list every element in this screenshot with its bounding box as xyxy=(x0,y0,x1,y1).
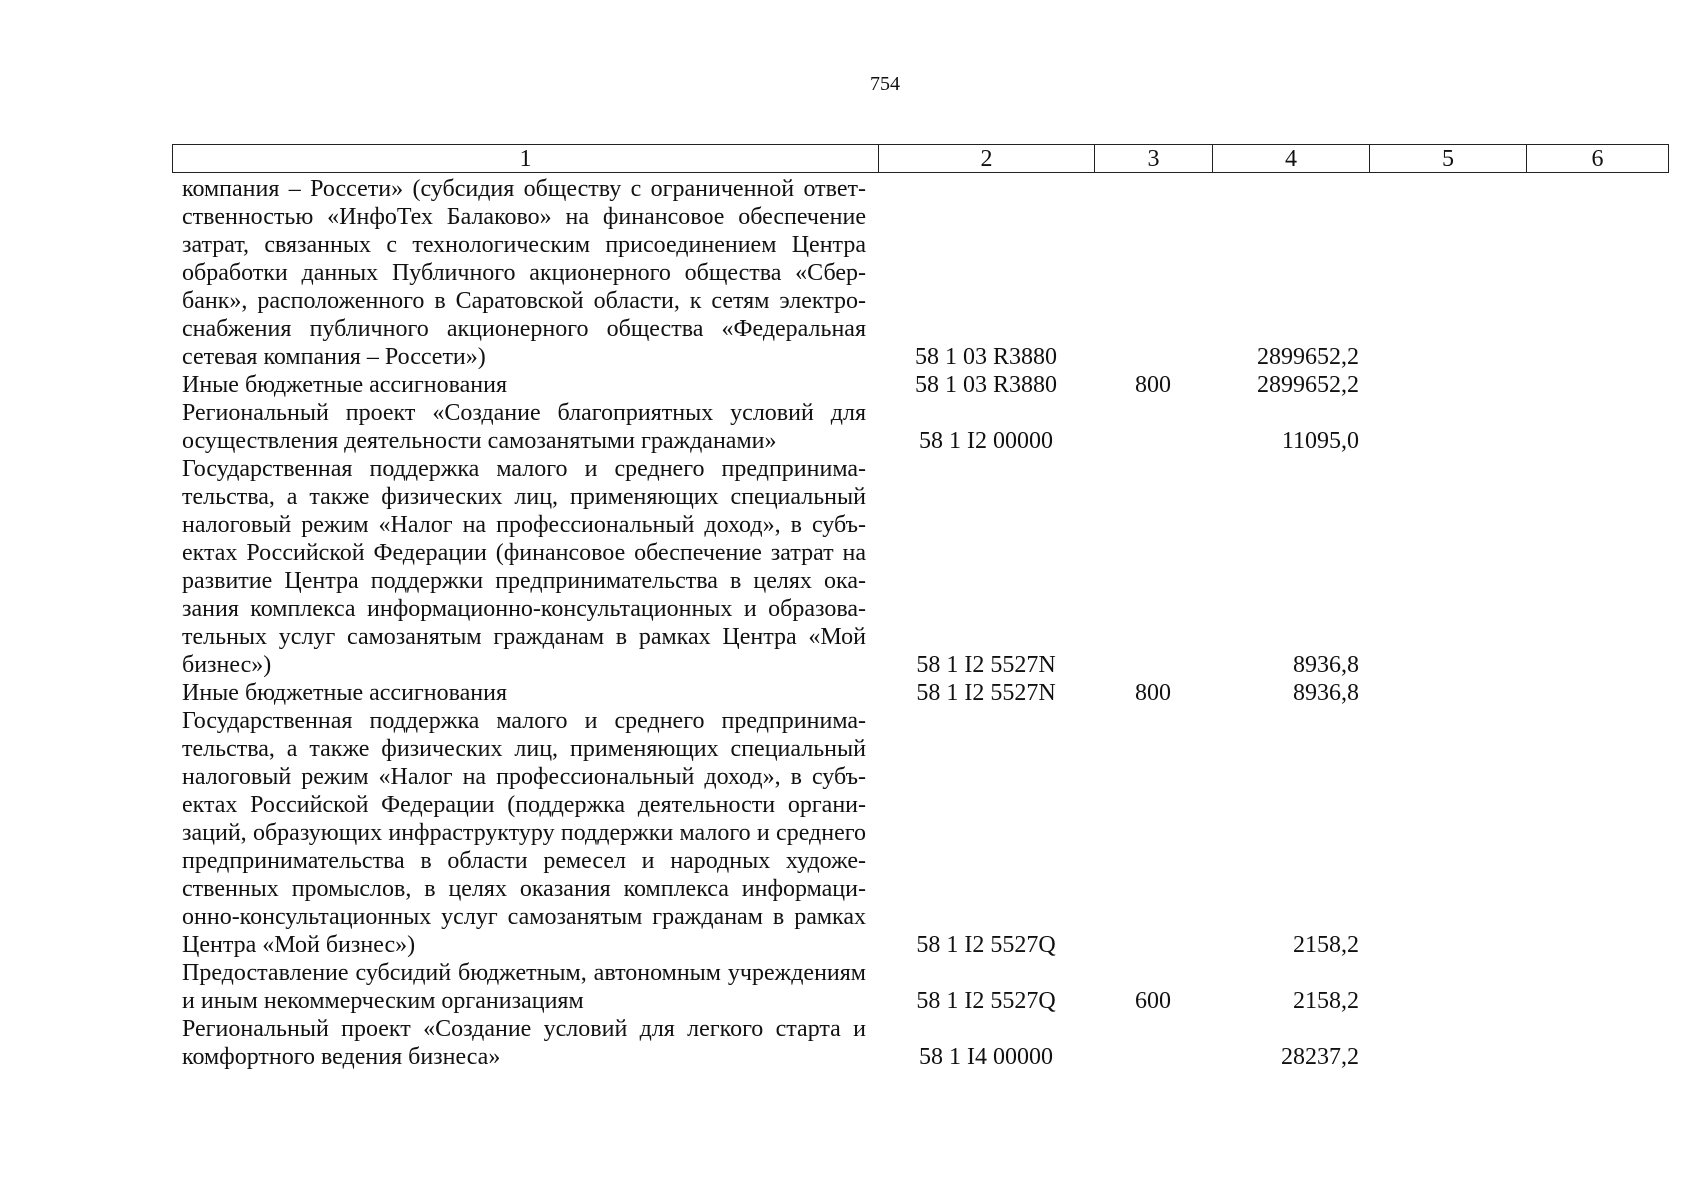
row-name: компания – Россети» (субсидия обществу с ограниченной ответственностью «ИнфоТех Балаково» на финансовое обеспечение затрат, связанных с технологическим присоединением Центра обработки данных Публичного акционерного общества «Сбербанк», расположенного в Саратовской области, к сетям электроснабжения публичного акционерного общества «Федеральная сетевая компания – Россети») xyxy=(182,176,866,370)
row-expense-type xyxy=(1094,399,1212,455)
row-col5 xyxy=(1369,959,1526,1015)
row-name: Иные бюджетные ассигнования xyxy=(182,372,507,398)
row-expense-type xyxy=(1094,707,1212,959)
row-col6 xyxy=(1526,371,1668,399)
row-code: 58 1 03 R3880 xyxy=(914,372,1057,398)
row-sum: 11095,0 xyxy=(1281,428,1359,454)
table-row xyxy=(172,1015,1668,1071)
table-row xyxy=(172,959,1668,1015)
column-header-2: 2 xyxy=(879,145,1095,173)
column-header-table xyxy=(172,144,1669,173)
row-sum: 28237,2 xyxy=(1281,1044,1359,1070)
row-name: Региональный проект «Создание благоприятных условий для осуществления деятельности самозанятыми гражданами» xyxy=(182,400,866,454)
row-col5 xyxy=(1369,707,1526,959)
column-header-6: 6 xyxy=(1527,145,1669,173)
row-sum: 2158,2 xyxy=(1293,932,1359,958)
page-number: 754 xyxy=(870,73,900,95)
row-code: 58 1 03 R3880 xyxy=(914,344,1057,370)
row-name: Иные бюджетные ассигнования xyxy=(182,680,507,706)
row-expense-type xyxy=(1094,455,1212,679)
row-code: 58 1 I4 00000 xyxy=(919,1044,1053,1070)
budget-table xyxy=(172,175,1668,1071)
row-col5 xyxy=(1369,455,1526,679)
table-row xyxy=(172,371,1668,399)
row-sum: 8936,8 xyxy=(1293,652,1359,678)
row-col6 xyxy=(1526,679,1668,707)
column-header-row xyxy=(173,145,1669,173)
row-code: 58 1 I2 5527N xyxy=(916,680,1056,706)
row-code: 58 1 I2 5527N xyxy=(916,652,1056,678)
row-sum: 2899652,2 xyxy=(1257,344,1359,370)
row-expense-type: 800 xyxy=(1135,680,1171,706)
table-row xyxy=(172,679,1668,707)
column-header-4: 4 xyxy=(1213,145,1370,173)
column-header-3: 3 xyxy=(1095,145,1213,173)
table-row xyxy=(172,399,1668,455)
row-code: 58 1 I2 5527Q xyxy=(916,932,1056,958)
row-expense-type: 600 xyxy=(1135,988,1171,1014)
column-header-1: 1 xyxy=(173,145,879,173)
row-sum: 8936,8 xyxy=(1293,680,1359,706)
row-col6 xyxy=(1526,175,1668,371)
row-expense-type xyxy=(1094,175,1212,371)
row-col6 xyxy=(1526,455,1668,679)
row-col5 xyxy=(1369,679,1526,707)
row-col6 xyxy=(1526,399,1668,455)
row-col6 xyxy=(1526,959,1668,1015)
row-expense-type: 800 xyxy=(1135,372,1171,398)
table-row xyxy=(172,455,1668,679)
row-expense-type xyxy=(1094,1015,1212,1071)
row-sum: 2158,2 xyxy=(1293,988,1359,1014)
row-code: 58 1 I2 00000 xyxy=(919,428,1053,454)
table-row xyxy=(172,707,1668,959)
row-code: 58 1 I2 5527Q xyxy=(916,988,1056,1014)
row-name: Государственная поддержка малого и среднего предпринимательства, а также физических лиц, применяющих специальный налоговый режим «Налог на профессиональный доход», в субъектах Российской Федерации (поддержка деятельности организаций, образующих инфраструктуру поддержки малого и среднего предпринимательства в области ремесел и народных художественных промыслов, в целях оказания комплекса информационно-консультационных услуг самозанятым гражданам в рамках Центра «Мой бизнес») xyxy=(182,708,866,958)
column-header-5: 5 xyxy=(1370,145,1527,173)
row-col5 xyxy=(1369,371,1526,399)
row-name: Предоставление субсидий бюджетным, автономным учреждениям и иным некоммерческим организациям xyxy=(182,960,866,1014)
row-name: Региональный проект «Создание условий для легкого старта и комфортного ведения бизнеса» xyxy=(182,1016,866,1070)
row-col5 xyxy=(1369,399,1526,455)
table-row xyxy=(172,175,1668,371)
row-col6 xyxy=(1526,1015,1668,1071)
row-col5 xyxy=(1369,175,1526,371)
row-name: Государственная поддержка малого и среднего предпринимательства, а также физических лиц, применяющих специальный налоговый режим «Налог на профессиональный доход», в субъектах Российской Федерации (финансовое обеспечение затрат на развитие Центра поддержки предпринимательства в целях оказания комплекса информационно-консультационных и образовательных услуг самозанятым гражданам в рамках Центра «Мой бизнес») xyxy=(182,456,866,678)
row-sum: 2899652,2 xyxy=(1257,372,1359,398)
row-col6 xyxy=(1526,707,1668,959)
row-col5 xyxy=(1369,1015,1526,1071)
